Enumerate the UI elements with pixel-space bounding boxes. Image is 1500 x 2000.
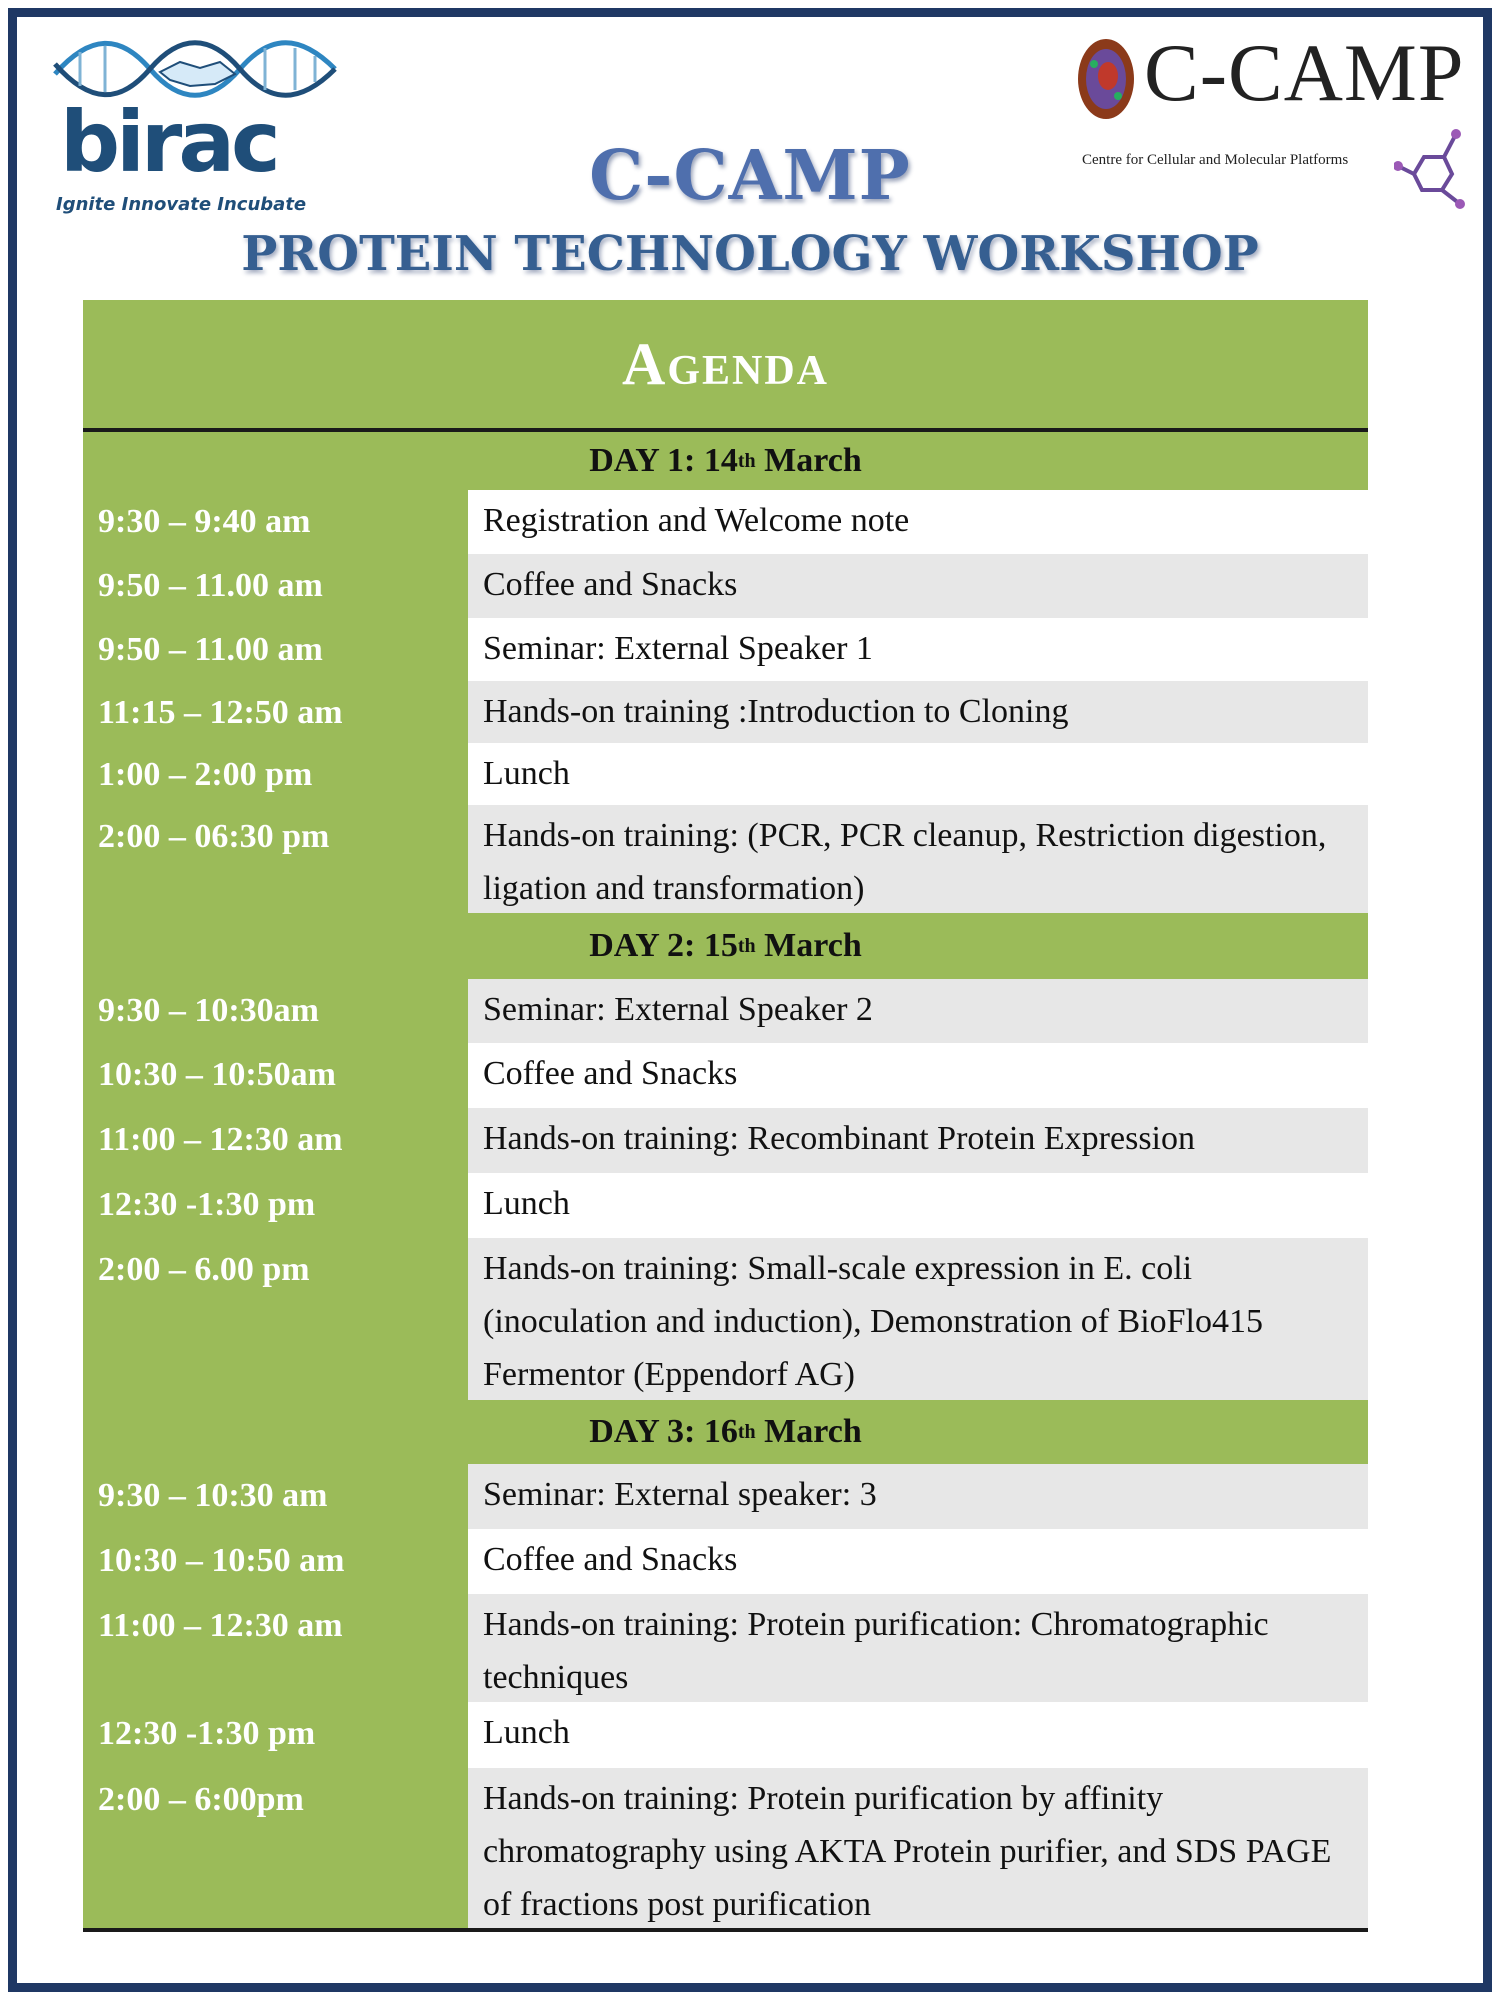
session-activity: Lunch xyxy=(468,1702,1368,1768)
table-row xyxy=(83,1238,1368,1400)
birac-wordmark: birac xyxy=(60,93,277,191)
session-time: 12:30 -1:30 pm xyxy=(83,1702,468,1768)
table-row xyxy=(83,1043,1368,1108)
day-header xyxy=(83,913,1368,979)
session-activity: Seminar: External Speaker 2 xyxy=(468,979,1368,1043)
ccamp-wordmark: C-CAMP xyxy=(1144,27,1465,118)
session-activity: Hands-on training :Introduction to Cloning xyxy=(468,681,1368,743)
session-time: 2:00 – 6:00pm xyxy=(83,1768,468,1928)
session-activity: Lunch xyxy=(468,1173,1368,1238)
table-row xyxy=(83,805,1368,913)
session-activity: Hands-on training: Protein purification: Chromatographic techniques xyxy=(468,1594,1368,1702)
session-activity: Hands-on training: Small-scale expression in E. coli (inoculation and induction), Demonstration of BioFlo415 Fermentor (Eppendorf AG) xyxy=(468,1238,1368,1400)
day-ordinal: th xyxy=(737,934,756,957)
agenda-table xyxy=(83,300,1368,1932)
birac-tagline: Ignite Innovate Incubate xyxy=(56,194,307,215)
table-row xyxy=(83,1768,1368,1928)
session-time: 2:00 – 6.00 pm xyxy=(83,1238,468,1400)
session-time: 9:50 – 11.00 am xyxy=(83,554,468,618)
agenda-heading-bar xyxy=(83,300,1368,432)
page-title: C-CAMP xyxy=(589,136,911,216)
table-row xyxy=(83,1594,1368,1702)
session-time: 11:15 – 12:50 am xyxy=(83,681,468,743)
session-activity: Seminar: External speaker: 3 xyxy=(468,1464,1368,1529)
session-time: 9:30 – 10:30am xyxy=(83,979,468,1043)
day-header xyxy=(83,432,1368,490)
session-activity: Coffee and Snacks xyxy=(468,1043,1368,1108)
workshop-title: PROTEIN TECHNOLOGY WORKSHOP xyxy=(241,226,1259,282)
session-time: 10:30 – 10:50 am xyxy=(83,1529,468,1594)
day-label: DAY 3: 16 xyxy=(589,1413,738,1450)
session-time: 1:00 – 2:00 pm xyxy=(83,743,468,805)
table-row xyxy=(83,490,1368,554)
day-label: DAY 1: 14 xyxy=(589,442,738,479)
table-row xyxy=(83,554,1368,618)
session-time: 9:50 – 11.00 am xyxy=(83,618,468,681)
cell-icon xyxy=(1074,34,1138,124)
session-time: 10:30 – 10:50am xyxy=(83,1043,468,1108)
session-time: 2:00 – 06:30 pm xyxy=(83,805,468,913)
table-row xyxy=(83,618,1368,681)
session-activity: Hands-on training: Protein purification by affinity chromatography using AKTA Protein purifier, and SDS PAGE of fractions post purification xyxy=(468,1768,1368,1928)
table-row xyxy=(83,1702,1368,1768)
table-row xyxy=(83,681,1368,743)
session-time: 12:30 -1:30 pm xyxy=(83,1173,468,1238)
ccamp-subtitle: Centre for Cellular and Molecular Platforms xyxy=(1082,152,1349,168)
session-activity: Coffee and Snacks xyxy=(468,554,1368,618)
day-header xyxy=(83,1400,1368,1464)
table-row xyxy=(83,1529,1368,1594)
table-row xyxy=(83,1108,1368,1173)
session-activity: Seminar: External Speaker 1 xyxy=(468,618,1368,681)
day-ordinal: th xyxy=(737,449,756,472)
session-activity: Coffee and Snacks xyxy=(468,1529,1368,1594)
session-time: 11:00 – 12:30 am xyxy=(83,1594,468,1702)
table-row xyxy=(83,979,1368,1043)
session-activity: Lunch xyxy=(468,743,1368,805)
session-time: 9:30 – 9:40 am xyxy=(83,490,468,554)
table-row xyxy=(83,1173,1368,1238)
table-row xyxy=(83,743,1368,805)
session-activity: Registration and Welcome note xyxy=(468,490,1368,554)
table-row xyxy=(83,1464,1368,1529)
session-activity: Hands-on training: Recombinant Protein Expression xyxy=(468,1108,1368,1173)
session-time: 9:30 – 10:30 am xyxy=(83,1464,468,1529)
agenda-heading: Agenda xyxy=(621,330,829,397)
day-month: March xyxy=(764,1413,862,1450)
session-time: 11:00 – 12:30 am xyxy=(83,1108,468,1173)
session-activity: Hands-on training: (PCR, PCR cleanup, Restriction digestion, ligation and transformation) xyxy=(468,805,1368,913)
day-month: March xyxy=(764,442,862,479)
day-month: March xyxy=(764,927,862,964)
day-label: DAY 2: 15 xyxy=(589,927,738,964)
day-ordinal: th xyxy=(737,1420,756,1443)
